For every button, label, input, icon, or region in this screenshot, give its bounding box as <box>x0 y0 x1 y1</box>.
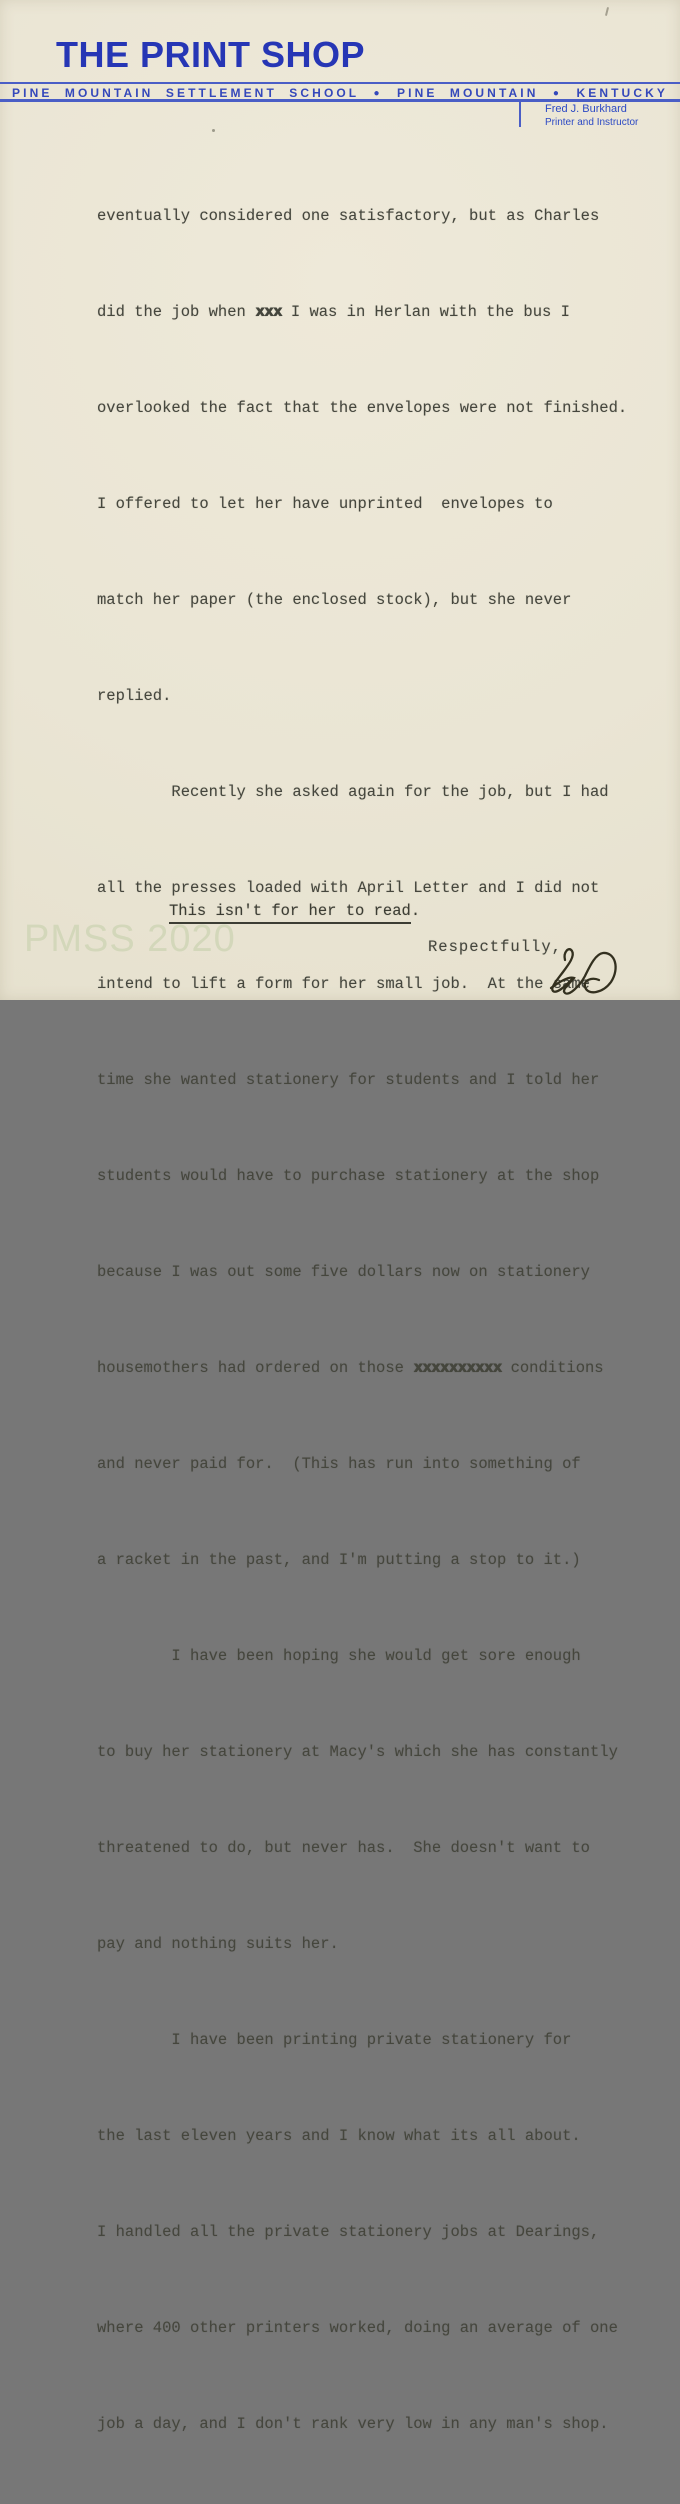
underlined-text: This isn't for her to read <box>169 902 411 924</box>
line-segment: did the job when <box>97 303 256 321</box>
bullet-icon: ● <box>373 87 383 99</box>
typed-line: threatened to do, but never has. She doesn't want to <box>97 1839 590 1857</box>
signature-scribble <box>543 942 631 1002</box>
contact-block <box>545 103 638 129</box>
typed-line: I have been hoping she would get sore enough <box>97 1647 581 1665</box>
typed-line: a racket in the past, and I'm putting a stop to it.) <box>97 1551 581 1569</box>
letterhead-banner <box>0 86 680 100</box>
banner-state: KENTUCKY <box>576 85 668 100</box>
typed-line: replied. <box>97 687 172 705</box>
typed-line: students would have to purchase stationery at the shop <box>97 1167 600 1185</box>
contact-box-line <box>519 102 521 127</box>
letterhead-title: THE PRINT SHOP <box>56 34 366 75</box>
watermark: PMSS 2020 <box>24 918 236 960</box>
letter-body <box>97 136 627 2504</box>
typed-line: time she wanted stationery for students and I told her <box>97 1071 600 1089</box>
typed-line: I offered to let her have unprinted envelopes to <box>97 495 553 513</box>
typed-line: the last eleven years and I know what its all about. <box>97 2127 581 2145</box>
typed-line: overlooked the fact that the envelopes were not finished. <box>97 399 628 417</box>
banner-place: PINE MOUNTAIN <box>397 85 539 100</box>
typed-line: intend to lift a form for her small job. At the same <box>97 975 590 993</box>
typed-line: job a day, and I don't rank very low in any man's shop. <box>97 2415 609 2433</box>
typed-line: Recently she asked again for the job, but I had <box>97 783 609 801</box>
typed-line <box>97 296 627 328</box>
line-segment: conditions <box>501 1359 604 1377</box>
typed-line: I have been printing private stationery for <box>97 2031 572 2049</box>
typed-line <box>97 1352 627 1384</box>
typed-line: match her paper (the enclosed stock), but she never <box>97 591 572 609</box>
valediction: Respectfully, <box>428 938 562 956</box>
typed-line: all the presses loaded with April Letter and I did not <box>97 879 600 897</box>
banner-school-name: PINE MOUNTAIN SETTLEMENT SCHOOL <box>12 85 360 100</box>
emphasis-line <box>169 902 420 920</box>
period: . <box>410 902 421 920</box>
struck-out-text: xxx <box>255 303 282 321</box>
struck-out-text: xxxxxxxxxx <box>413 1359 502 1377</box>
typed-line: I handled all the private stationery jobs at Dearings, <box>97 2223 600 2241</box>
typed-line: to buy her stationery at Macy's which she has constantly <box>97 1743 618 1761</box>
ink-speck <box>605 7 609 16</box>
printer-role: Printer and Instructor <box>545 117 639 128</box>
typed-line: and never paid for. (This has run into something of <box>97 1455 581 1473</box>
line-segment: I was in Herlan with the bus I <box>281 303 570 321</box>
line-segment: housemothers had ordered on those <box>97 1359 414 1377</box>
printer-name: Fred J. Burkhard <box>545 103 627 115</box>
ink-speck <box>212 129 215 132</box>
typed-line: because I was out some five dollars now on stationery <box>97 1263 590 1281</box>
typed-line: eventually considered one satisfactory, but as Charles <box>97 207 600 225</box>
letterhead-rule-bottom <box>0 99 680 102</box>
bullet-icon: ● <box>552 87 563 99</box>
letterhead-rule-top <box>0 82 680 84</box>
typed-line: where 400 other printers worked, doing an average of one <box>97 2319 618 2337</box>
typed-line: pay and nothing suits her. <box>97 1935 339 1953</box>
